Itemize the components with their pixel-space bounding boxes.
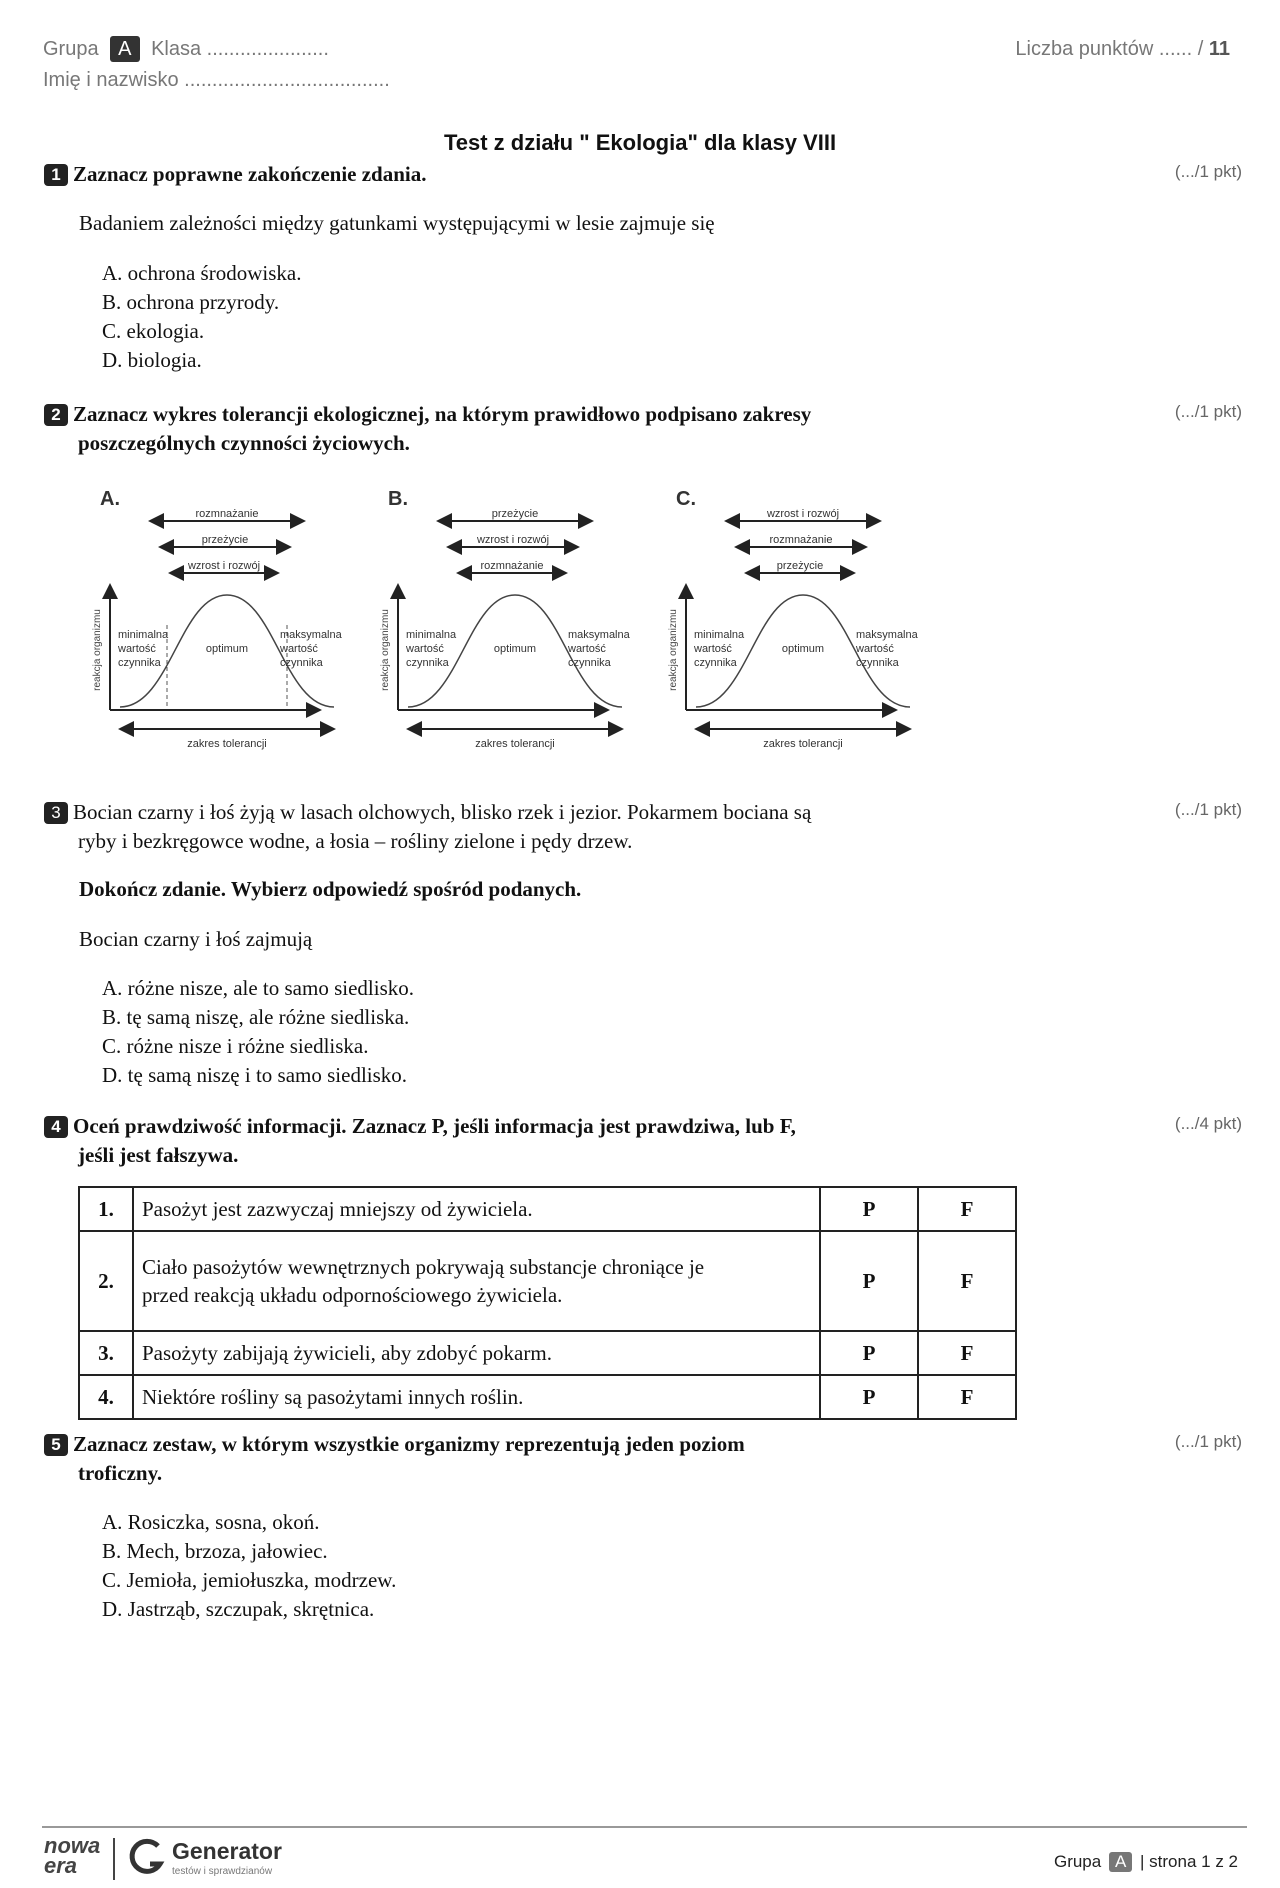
optimum-label: optimum bbox=[205, 643, 249, 655]
min-label: czynnika bbox=[118, 657, 161, 669]
row-number: 2. bbox=[79, 1231, 133, 1331]
answer-false[interactable]: F bbox=[918, 1187, 1016, 1231]
y-axis-label: reakcja organizmu bbox=[92, 609, 103, 691]
max-label: wartość bbox=[568, 643, 606, 655]
option-d[interactable]: D. tę samą niszę i to samo siedlisko. bbox=[102, 1063, 408, 1087]
nowa-era-logo bbox=[44, 1833, 104, 1878]
question-text-cont: poszczególnych czynności życiowych. bbox=[78, 431, 410, 455]
max-label: wartość bbox=[280, 643, 318, 655]
name-field: Imię i nazwisko ..................................... bbox=[43, 69, 390, 91]
option-c[interactable]: C. Jemioła, jemiołuszka, modrzew. bbox=[102, 1568, 397, 1592]
max-label: maksymalna bbox=[856, 629, 918, 641]
chart-letter: C. bbox=[676, 488, 696, 510]
option-c[interactable]: C. różne nisze i różne siedliska. bbox=[102, 1034, 369, 1058]
row-number: 3. bbox=[79, 1331, 133, 1375]
generator-logo bbox=[128, 1836, 282, 1885]
question-5 bbox=[44, 1430, 944, 1488]
footer-divider bbox=[42, 1826, 1247, 1828]
question-3-points: (.../1 pkt) bbox=[1174, 800, 1242, 819]
range-label: rozmnażanie bbox=[195, 508, 259, 520]
answer-true[interactable]: P bbox=[820, 1187, 918, 1231]
max-label: maksymalna bbox=[280, 629, 342, 641]
question-3-stem: Bocian czarny i łoś zajmują bbox=[79, 927, 313, 951]
question-4-points: (.../4 pkt) bbox=[1174, 1114, 1242, 1133]
max-label: czynnika bbox=[856, 657, 899, 669]
row-statement: Ciało pasożytów wewnętrznych pokrywają substancje chroniące je przed reakcją układu odpornościowego żywiciela. bbox=[133, 1231, 820, 1331]
footer-page-info bbox=[1054, 1852, 1238, 1872]
question-number: 3 bbox=[44, 802, 68, 824]
optimum-label: optimum bbox=[781, 643, 825, 655]
option-a[interactable]: A. ochrona środowiska. bbox=[102, 261, 302, 285]
question-text-cont: troficzny. bbox=[78, 1461, 163, 1485]
question-number: 5 bbox=[44, 1434, 68, 1456]
range-label: wzrost i rozwój bbox=[187, 560, 261, 572]
answer-false[interactable]: F bbox=[918, 1231, 1016, 1331]
min-label: wartość bbox=[406, 643, 444, 655]
optimum-label: optimum bbox=[493, 643, 537, 655]
footer-group-label: Grupa bbox=[1053, 1852, 1102, 1871]
option-b[interactable]: B. ochrona przyrody. bbox=[102, 290, 280, 314]
question-number: 2 bbox=[44, 404, 68, 426]
option-a[interactable]: A. Rosiczka, sosna, okoń. bbox=[102, 1510, 320, 1534]
option-c[interactable]: C. ekologia. bbox=[102, 319, 205, 343]
row-number: 1. bbox=[79, 1187, 133, 1231]
y-axis-label: reakcja organizmu bbox=[668, 609, 679, 691]
question-number: 4 bbox=[44, 1116, 68, 1138]
generator-g-icon bbox=[128, 1836, 168, 1880]
range-label: rozmnażanie bbox=[769, 534, 833, 546]
question-text: Zaznacz poprawne zakończenie zdania. bbox=[73, 162, 427, 186]
group-class-line bbox=[43, 36, 329, 62]
range-label: przeżycie bbox=[491, 508, 539, 520]
min-label: wartość bbox=[694, 643, 732, 655]
generator-text: Generator bbox=[172, 1838, 282, 1864]
question-text: Oceń prawdziwość informacji. Zaznacz P, jeśli informacja jest prawdziwa, lub F, bbox=[73, 1114, 796, 1138]
tolerance-chart-b bbox=[380, 488, 631, 750]
answer-true[interactable]: P bbox=[820, 1231, 918, 1331]
group-badge: A bbox=[110, 36, 139, 62]
question-text-cont: ryby i bezkręgowce wodne, a łosia – rośliny zielone i pędy drzew. bbox=[78, 829, 633, 853]
min-label: czynnika bbox=[694, 657, 737, 669]
table-row bbox=[79, 1331, 1016, 1375]
question-1-stem: Badaniem zależności między gatunkami występującymi w lesie zajmuje się bbox=[79, 211, 715, 235]
tolerance-chart-c bbox=[668, 488, 919, 750]
min-label: minimalna bbox=[406, 629, 457, 641]
option-b[interactable]: B. Mech, brzoza, jałowiec. bbox=[102, 1539, 328, 1563]
question-3 bbox=[44, 798, 944, 856]
max-label: czynnika bbox=[280, 657, 323, 669]
answer-true[interactable]: P bbox=[820, 1331, 918, 1375]
table-row bbox=[79, 1187, 1016, 1231]
question-4 bbox=[44, 1112, 944, 1170]
page-title: Test z działu " Ekologia" dla klasy VIII bbox=[443, 130, 837, 155]
nowa-era-text: nowa era bbox=[44, 1833, 101, 1878]
max-label: wartość bbox=[856, 643, 894, 655]
question-1-points: (.../1 pkt) bbox=[1174, 162, 1242, 181]
true-false-table bbox=[78, 1186, 1017, 1420]
tolerance-range-label: zakres tolerancji bbox=[187, 738, 267, 750]
option-d[interactable]: D. Jastrząb, szczupak, skrętnica. bbox=[102, 1597, 375, 1621]
table-row bbox=[79, 1231, 1016, 1331]
question-number: 1 bbox=[44, 164, 68, 186]
question-text: Zaznacz wykres tolerancji ekologicznej, na którym prawidłowo podpisano zakresy bbox=[73, 402, 812, 426]
question-1 bbox=[44, 160, 944, 189]
class-field: Klasa ...................... bbox=[151, 38, 329, 60]
footer-group-badge: A bbox=[1109, 1852, 1132, 1872]
question-text-cont: jeśli jest fałszywa. bbox=[78, 1143, 239, 1167]
chart-letter: A. bbox=[100, 488, 120, 510]
question-2 bbox=[44, 400, 944, 458]
question-text: Zaznacz zestaw, w którym wszystkie organizmy reprezentują jeden poziom bbox=[73, 1432, 745, 1456]
min-label: wartość bbox=[118, 643, 156, 655]
row-statement: Pasożyt jest zazwyczaj mniejszy od żywiciela. bbox=[133, 1187, 820, 1231]
total-points bbox=[1015, 38, 1230, 61]
table-row bbox=[79, 1375, 1016, 1419]
row-statement: Niektóre rośliny są pasożytami innych roślin. bbox=[133, 1375, 820, 1419]
option-a[interactable]: A. różne nisze, ale to samo siedlisko. bbox=[102, 976, 415, 1000]
range-label: rozmnażanie bbox=[480, 560, 544, 572]
max-label: czynnika bbox=[568, 657, 611, 669]
answer-false[interactable]: F bbox=[918, 1375, 1016, 1419]
answer-false[interactable]: F bbox=[918, 1331, 1016, 1375]
question-3-instruction: Dokończ zdanie. Wybierz odpowiedź spośród podanych. bbox=[79, 877, 582, 901]
answer-true[interactable]: P bbox=[820, 1375, 918, 1419]
question-5-points: (.../1 pkt) bbox=[1174, 1432, 1242, 1451]
generator-subtext: testów i sprawdzianów bbox=[172, 1866, 273, 1877]
logo-divider bbox=[113, 1838, 115, 1880]
tolerance-range-label: zakres tolerancji bbox=[763, 738, 843, 750]
row-number: 4. bbox=[79, 1375, 133, 1419]
range-label: przeżycie bbox=[776, 560, 824, 572]
points-label: Liczba punktów ...... / bbox=[1015, 38, 1204, 60]
chart-letter: B. bbox=[388, 488, 408, 510]
question-text: Bocian czarny i łoś żyją w lasach olchowych, blisko rzek i jezior. Pokarmem bociana są bbox=[73, 800, 812, 824]
max-label: maksymalna bbox=[568, 629, 630, 641]
range-label: przeżycie bbox=[201, 534, 249, 546]
question-2-points: (.../1 pkt) bbox=[1174, 402, 1242, 421]
min-label: minimalna bbox=[118, 629, 169, 641]
min-label: minimalna bbox=[694, 629, 745, 641]
page-indicator: | strona 1 z 2 bbox=[1140, 1852, 1238, 1871]
tolerance-range-label: zakres tolerancji bbox=[475, 738, 555, 750]
y-axis-label: reakcja organizmu bbox=[380, 609, 391, 691]
option-b[interactable]: B. tę samą niszę, ale różne siedliska. bbox=[102, 1005, 410, 1029]
min-label: czynnika bbox=[406, 657, 449, 669]
tolerance-chart-a bbox=[92, 488, 343, 750]
row-statement: Pasożyty zabijają żywicieli, aby zdobyć pokarm. bbox=[133, 1331, 820, 1375]
points-total: 11 bbox=[1208, 38, 1230, 60]
tolerance-charts bbox=[90, 485, 960, 755]
option-d[interactable]: D. biologia. bbox=[102, 348, 202, 372]
range-label: wzrost i rozwój bbox=[476, 534, 550, 546]
range-label: wzrost i rozwój bbox=[766, 508, 840, 520]
group-label: Grupa bbox=[43, 38, 99, 60]
